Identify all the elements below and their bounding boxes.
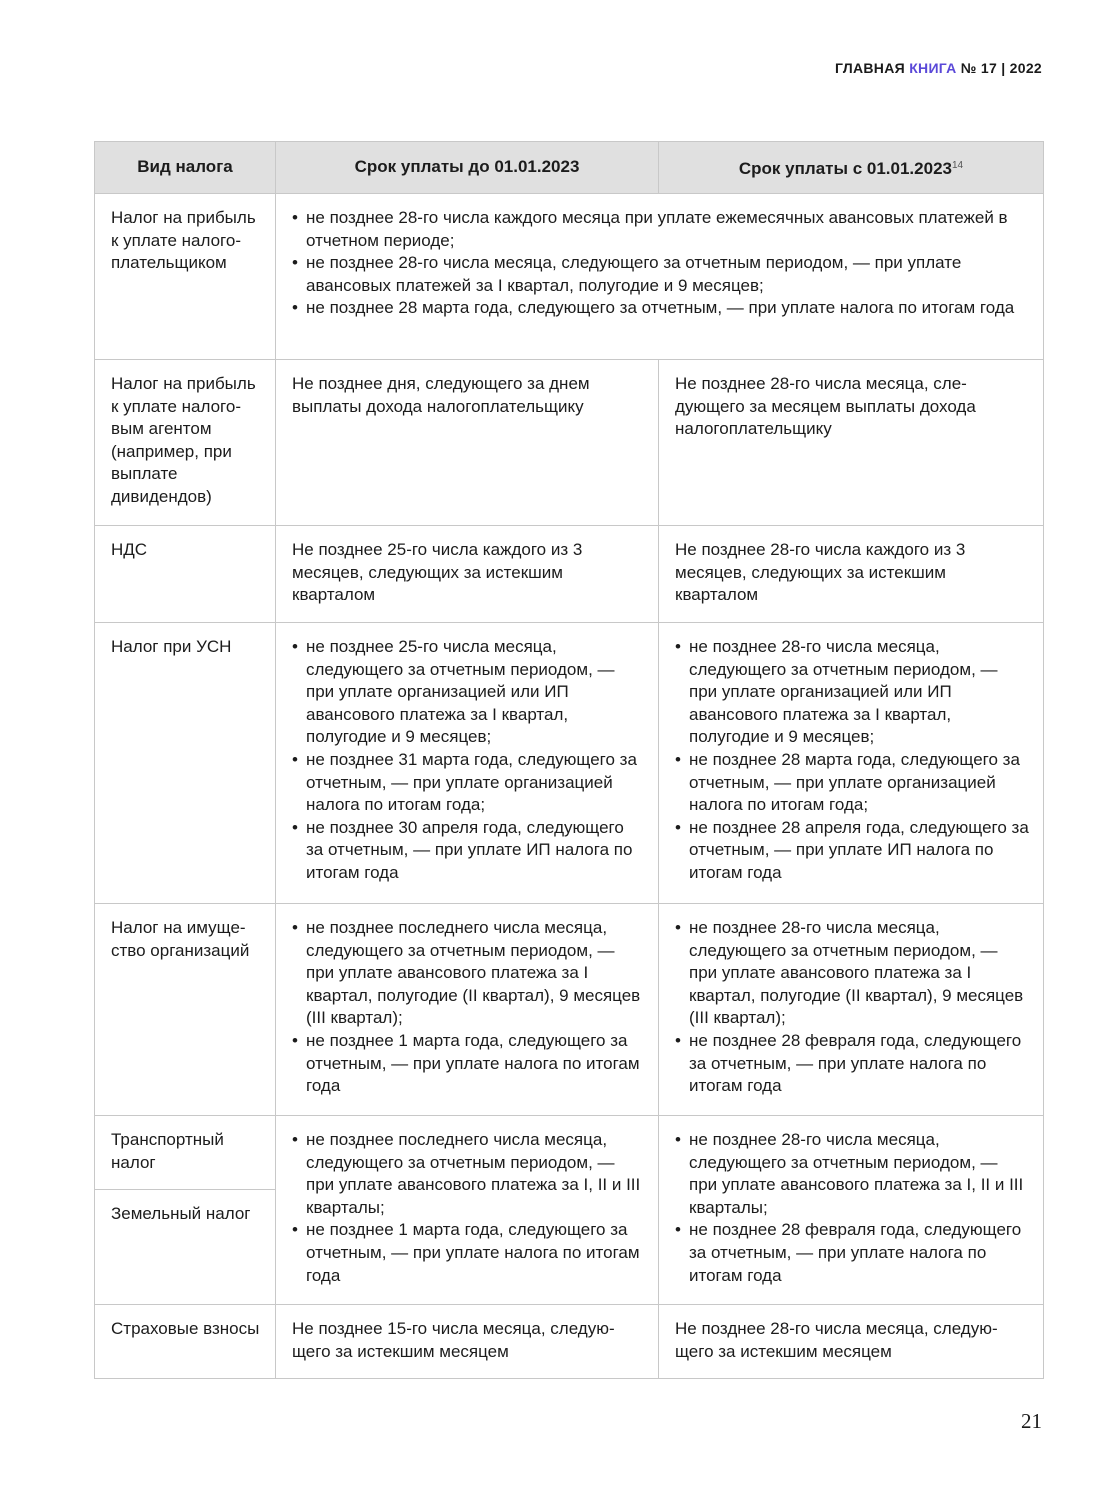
list-item: • не позднее 25-го числа месяца, следующего за отчетным периодом, — при уплате организацией или ИП авансового платежа за I квартал, полугодие и 9 месяцев; bbox=[292, 636, 644, 749]
list-item: • не позднее 28 февраля года, следующего за отчетным, — при уплате налога по итогам года bbox=[675, 1219, 1029, 1287]
deadline-cell-before bbox=[276, 1116, 659, 1305]
deadline-cell-after: Не позднее 28-го числа месяца, следующего за месяцем выплаты дохода налогоплательщику bbox=[659, 360, 1044, 526]
column-header-tax-type: Вид налога bbox=[95, 142, 276, 194]
tax-type-cell: Налог при УСН bbox=[95, 623, 276, 904]
column-header-before-2023: Срок уплаты до 01.01.2023 bbox=[276, 142, 659, 194]
brand-name-accent: КНИГА bbox=[909, 60, 957, 76]
list-item: • не позднее последнего числа месяца, следующего за отчетным периодом, — при уплате авансового платежа за I, II и III кварталы; bbox=[292, 1129, 644, 1219]
deadline-cell-after bbox=[659, 623, 1044, 904]
list-item: • не позднее 28-го числа месяца, следующего за отчетным периодом, — при уплате авансового платежа за I, II и III кварталы; bbox=[675, 1129, 1029, 1219]
deadline-list bbox=[675, 1129, 1029, 1287]
deadline-cell-before: Не позднее 25-го числа каждого из 3 месяцев, следующих за истекшим кварталом bbox=[276, 526, 659, 623]
table-row bbox=[95, 623, 1044, 904]
list-item: • не позднее 1 марта года, следующего за отчетным, — при уплате налога по итогам года bbox=[292, 1219, 644, 1287]
deadline-cell-combined bbox=[276, 194, 1044, 360]
tax-type-cell: Налог на прибыль к уплате налоговым агентом (например, при выплате дивидендов) bbox=[95, 360, 276, 526]
deadline-cell-before bbox=[276, 904, 659, 1116]
table-row bbox=[95, 904, 1044, 1116]
brand-name: ГЛАВНАЯ bbox=[834, 60, 905, 76]
deadline-list bbox=[292, 1129, 644, 1287]
page-number: 21 bbox=[1021, 1409, 1042, 1433]
list-item: • не позднее последнего числа месяца, следующего за отчетным периодом, — при уплате авансового платежа за I квартал, полугодие (II квартал), 9 месяцев (III квартал); bbox=[292, 917, 644, 1030]
list-item: • не позднее 30 апреля года, следующего за отчетным, — при уплате ИП налога по итогам года bbox=[292, 817, 644, 885]
deadline-cell-after bbox=[659, 1116, 1044, 1305]
list-item: • не позднее 28 марта года, следующего за отчетным, — при уплате налога по итогам года bbox=[292, 297, 1029, 320]
list-item: • не позднее 28-го числа месяца, следующего за отчетным периодом, — при уплате организацией или ИП авансового платежа за I квартал, полугодие и 9 месяцев; bbox=[675, 636, 1029, 749]
column-header-from-2023 bbox=[659, 142, 1044, 194]
running-head bbox=[835, 60, 1042, 76]
deadline-list bbox=[675, 917, 1029, 1098]
table-row bbox=[95, 1305, 1044, 1379]
list-item: • не позднее 28-го числа месяца, следующего за отчетным периодом, — при уплате авансовых платежей за I квартал, полугодие и 9 месяцев; bbox=[292, 252, 1029, 297]
issue-number: № 17 | 2022 bbox=[960, 60, 1042, 76]
tax-type-cell-land: Земельный налог bbox=[95, 1190, 276, 1305]
tax-type-cell: Налог на имущество организаций bbox=[95, 904, 276, 1116]
table-row bbox=[95, 1116, 1044, 1190]
deadline-cell-before: Не позднее дня, следующего за днем выплаты дохода налогоплательщику bbox=[276, 360, 659, 526]
list-item: • не позднее 28-го числа каждого месяца при уплате ежемесячных авансовых платежей в отчетном периоде; bbox=[292, 207, 1029, 252]
deadline-list bbox=[675, 636, 1029, 885]
table-row bbox=[95, 194, 1044, 360]
deadline-cell-after: Не позднее 28-го числа каждого из 3 месяцев, следующих за истекшим кварталом bbox=[659, 526, 1044, 623]
tax-type-cell: Страховые взносы bbox=[95, 1305, 276, 1379]
list-item: • не позднее 1 марта года, следующего за отчетным, — при уплате налога по итогам года bbox=[292, 1030, 644, 1098]
deadline-list bbox=[292, 917, 644, 1098]
list-item: • не позднее 28-го числа месяца, следующего за отчетным периодом, — при уплате авансового платежа за I квартал, полугодие (II квартал), 9 месяцев (III квартал); bbox=[675, 917, 1029, 1030]
deadline-cell-before bbox=[276, 623, 659, 904]
deadline-list bbox=[292, 207, 1029, 320]
tax-type-cell: НДС bbox=[95, 526, 276, 623]
tax-type-cell-transport: Транспортный налог bbox=[95, 1116, 276, 1190]
footnote-reference: 14 bbox=[951, 159, 964, 171]
list-item: • не позднее 28 марта года, следующего за отчетным, — при уплате организацией налога по итогам года; bbox=[675, 749, 1029, 817]
list-item: • не позднее 28 февраля года, следующего за отчетным, — при уплате налога по итогам года bbox=[675, 1030, 1029, 1098]
deadline-cell-before: Не позднее 15-го числа месяца, следующего за истекшим месяцем bbox=[276, 1305, 659, 1379]
list-item: • не позднее 31 марта года, следующего за отчетным, — при уплате организацией налога по итогам года; bbox=[292, 749, 644, 817]
table-row bbox=[95, 526, 1044, 623]
tax-deadlines-table bbox=[94, 141, 1044, 1379]
column-header-from-2023-label: Срок уплаты с 01.01.2023 bbox=[738, 158, 952, 178]
tax-type-cell: Налог на прибыль к уплате налогоплательщиком bbox=[95, 194, 276, 360]
list-item: • не позднее 28 апреля года, следующего за отчетным, — при уплате ИП налога по итогам года bbox=[675, 817, 1029, 885]
table-header-row bbox=[95, 142, 1044, 194]
deadline-cell-after bbox=[659, 904, 1044, 1116]
deadline-cell-after: Не позднее 28-го числа месяца, следующего за истекшим месяцем bbox=[659, 1305, 1044, 1379]
deadline-list bbox=[292, 636, 644, 885]
table-row bbox=[95, 360, 1044, 526]
